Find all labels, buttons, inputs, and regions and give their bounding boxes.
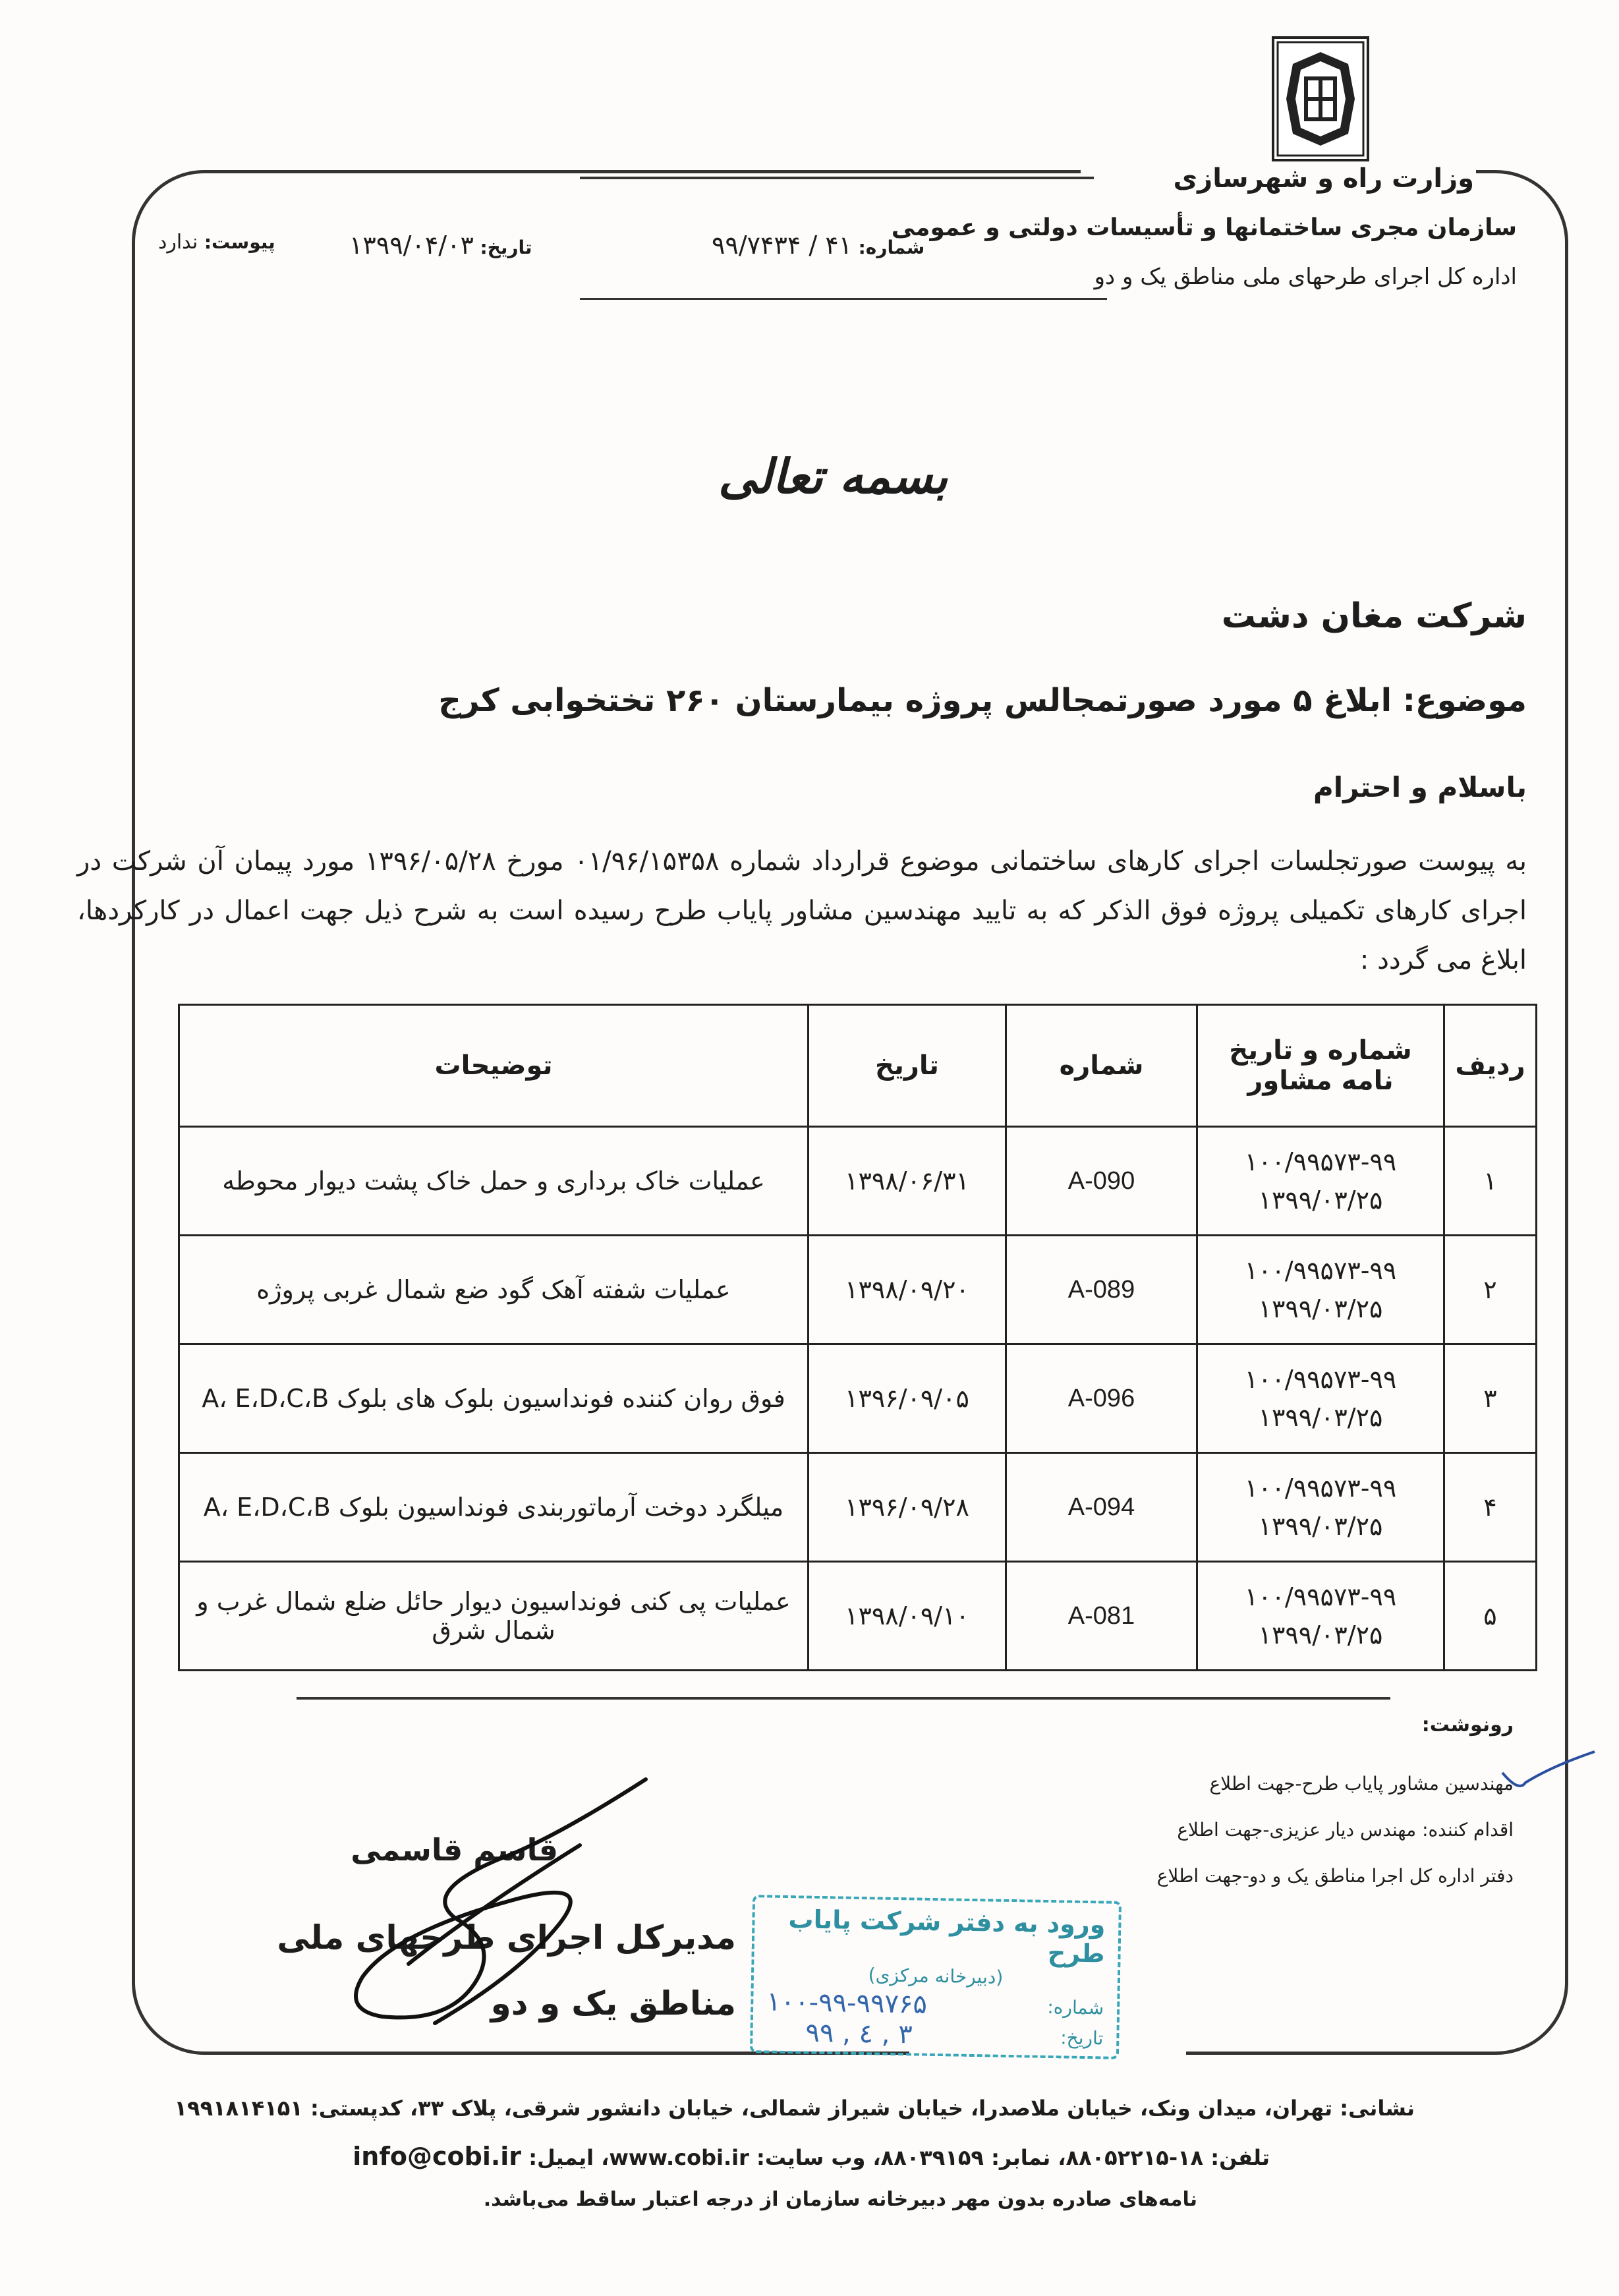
cc-item: مهندسین مشاور پایاب طرح-جهت اطلاع	[1209, 1773, 1514, 1794]
cell-letter-date: ۱۳۹۹/۰۳/۲۵	[1258, 1512, 1383, 1541]
cell-number: A-089	[1006, 1236, 1197, 1344]
cell-description: میلگرد دوخت آرماتوربندی فونداسیون بلوک A، E،D،C،B	[179, 1453, 809, 1562]
minutes-table	[178, 1004, 1537, 1671]
cell-letter-no: ۱۰۰/۹۹۵۷۳-۹۹	[1244, 1147, 1397, 1176]
letter-number-label: شماره:	[858, 237, 925, 258]
subject: موضوع: ابلاغ ۵ مورد صورتمجالس پروژه بیمارستان ۲۶۰ تختخوابی کرج	[438, 682, 1527, 719]
cell-letter-no: ۱۰۰/۹۹۵۷۳-۹۹	[1244, 1365, 1397, 1394]
cell-consultant-letter	[1197, 1453, 1444, 1562]
signatory-name: قاسم قاسمی	[351, 1832, 558, 1868]
table-row	[179, 1453, 1537, 1562]
cell-consultant-letter	[1197, 1127, 1444, 1236]
cell-date: ۱۳۹۶/۰۹/۰۵	[809, 1344, 1006, 1453]
cell-date: ۱۳۹۸/۰۹/۲۰	[809, 1236, 1006, 1344]
greeting: باسلام و احترام	[1313, 771, 1527, 803]
received-stamp	[750, 1895, 1122, 2059]
table-row	[179, 1344, 1537, 1453]
table-row	[179, 1127, 1537, 1236]
cell-date: ۱۳۹۸/۰۹/۱۰	[809, 1562, 1006, 1671]
cell-date: ۱۳۹۸/۰۶/۳۱	[809, 1127, 1006, 1236]
cell-row-number: ۳	[1444, 1344, 1537, 1453]
cell-number: A-090	[1006, 1127, 1197, 1236]
cell-row-number: ۲	[1444, 1236, 1537, 1344]
letter-number-value: ۴۱ / ۹۹/۷۴۳۴	[712, 231, 853, 260]
footer-email[interactable]: info@cobi.ir	[353, 2142, 522, 2171]
cell-date: ۱۳۹۶/۰۹/۲۸	[809, 1453, 1006, 1562]
cell-letter-date: ۱۳۹۹/۰۳/۲۵	[1258, 1186, 1383, 1215]
signature-scribble-icon	[303, 1766, 672, 2043]
cell-consultant-letter	[1197, 1562, 1444, 1671]
basmala: بسمه تعالی	[718, 448, 948, 504]
footer-notice: نامه‌های صادره بدون مهر دبیرخانه سازمان از درجه اعتبار ساقط می‌باشد.	[483, 2188, 1197, 2211]
header-divider-top	[580, 177, 1094, 179]
header-description: توضیحات	[179, 1005, 809, 1127]
logo-emblem-icon	[1274, 39, 1367, 159]
cell-letter-no: ۱۰۰/۹۹۵۷۳-۹۹	[1244, 1582, 1397, 1611]
organization-name: سازمان مجری ساختمانها و تأسیسات دولتی و عمومی	[891, 214, 1517, 241]
cell-description: عملیات شفته آهک گود ضع شمال غربی پروژه	[179, 1236, 809, 1344]
department-name: اداره کل اجرای طرحهای ملی مناطق یک و دو	[1094, 264, 1517, 290]
stamp-date-label: تاریخ:	[1060, 2026, 1104, 2049]
cc-divider	[297, 1697, 1390, 1700]
stamp-number-label: شماره:	[1047, 1995, 1104, 2019]
table-row	[179, 1236, 1537, 1344]
letter-date-label: تاریخ:	[480, 237, 532, 258]
footer-contact	[353, 2142, 1270, 2171]
stamp-subheading: (دبیرخانه مرکزی)	[868, 1964, 1004, 1988]
ministry-logo	[1272, 36, 1369, 161]
ministry-name: وزارت راه و شهرسازی	[1173, 163, 1474, 194]
cell-row-number: ۴	[1444, 1453, 1537, 1562]
cell-description: فوق روان کننده فونداسیون بلوک های بلوک A، E،D،C،B	[179, 1344, 809, 1453]
cell-description: عملیات خاک برداری و حمل خاک پشت دیوار محوطه	[179, 1127, 809, 1236]
cell-letter-no: ۱۰۰/۹۹۵۷۳-۹۹	[1244, 1256, 1397, 1285]
cc-title: رونوشت:	[1421, 1713, 1514, 1736]
cell-number: A-081	[1006, 1562, 1197, 1671]
cell-letter-date: ۱۳۹۹/۰۳/۲۵	[1258, 1294, 1383, 1323]
header-number: شماره	[1006, 1005, 1197, 1127]
cc-item: اقدام کننده: مهندس دیار عزیزی-جهت اطلاع	[1177, 1819, 1514, 1841]
cell-row-number: ۱	[1444, 1127, 1537, 1236]
stamp-date-row	[766, 2017, 1104, 2053]
cell-row-number: ۵	[1444, 1562, 1537, 1671]
cell-number: A-094	[1006, 1453, 1197, 1562]
footer-contact-text: تلفن: ۱۸-۸۸۰۵۲۲۱۵، نمابر: ۸۸۰۳۹۱۵۹، وب سایت: www.cobi.ir، ایمیل:	[528, 2145, 1270, 2170]
header-divider-bottom	[580, 298, 1107, 300]
table-row	[179, 1562, 1537, 1671]
letter-date	[349, 231, 532, 260]
cell-number: A-096	[1006, 1344, 1197, 1453]
cell-letter-date: ۱۳۹۹/۰۳/۲۵	[1258, 1403, 1383, 1432]
letter-attachment	[158, 231, 275, 254]
footer-address: نشانی: تهران، میدان ونک، خیابان ملاصدرا، خیابان شیراز شمالی، خیابان دانشور شرقی، پلاک ۳۳، کدپستی: ۱۹۹۱۸۱۴۱۵۱	[174, 2096, 1415, 2121]
letter-body: به پیوست صورتجلسات اجرای کارهای ساختمانی موضوع قرارداد شماره ۰۱/۹۶/۱۵۳۵۸ مورخ ۱۳۹۶/۰۵/۲۸ مورد پیمان آن شرکت در اجرای کارهای تکمیلی پروژه فوق الذکر که به تایید مهندسین مشاور پایاب طرح رسیده است به شرح ذیل جهت اعمال در کارکردها، ابلاغ می گردد :	[77, 846, 1527, 975]
table-header-row	[179, 1005, 1537, 1127]
cell-letter-no: ۱۰۰/۹۹۵۷۳-۹۹	[1244, 1474, 1397, 1503]
attachment-value: ندارد	[158, 231, 198, 254]
header-date: تاریخ	[809, 1005, 1006, 1127]
stamp-date-value: ۹۹ , ٤ , ۳	[805, 2017, 913, 2050]
letter-date-value: ۱۳۹۹/۰۴/۰۳	[349, 231, 474, 260]
signatory-title: مدیرکل اجرای طرحهای ملی مناطق یک و دو	[277, 1918, 736, 2023]
stamp-number-value: ۱۰۰-۹۹-۹۹۷۶۵	[766, 1986, 928, 2020]
cc-item: دفتر اداره کل اجرا مناطق یک و دو-جهت اطلاع	[1156, 1865, 1514, 1887]
stamp-heading: ورود به دفتر شرکت پایاب طرح	[788, 1905, 1106, 1968]
cell-description: عملیات پی کنی فونداسیون دیوار حائل ضلع شمال غرب و شمال شرق	[179, 1562, 809, 1671]
handwritten-check-icon	[1499, 1746, 1598, 1799]
cell-consultant-letter	[1197, 1236, 1444, 1344]
recipient: شرکت مغان دشت	[1221, 596, 1527, 636]
cell-consultant-letter	[1197, 1344, 1444, 1453]
header-row-number: ردیف	[1444, 1005, 1537, 1127]
cell-letter-date: ۱۳۹۹/۰۳/۲۵	[1258, 1621, 1383, 1650]
attachment-label: پیوست:	[204, 231, 275, 253]
header-consultant-letter: شماره و تاریخ نامه مشاور	[1197, 1005, 1444, 1127]
letter-number	[712, 231, 924, 260]
